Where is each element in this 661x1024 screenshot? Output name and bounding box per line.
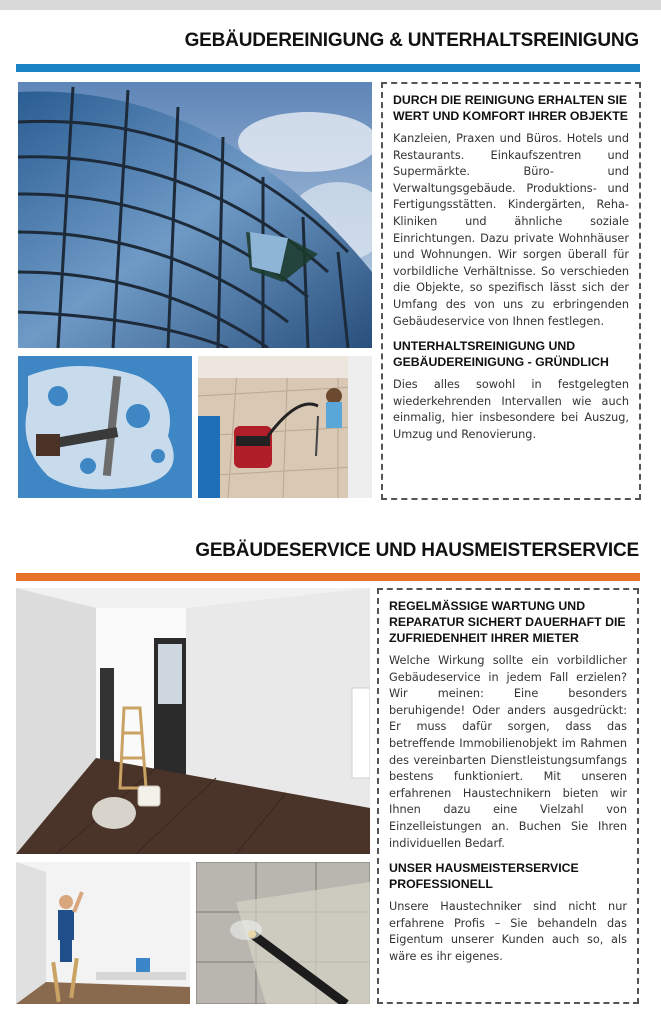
cleaning-paragraph-intervals: Dies alles sowohl in festgelegten wiederkehrenden Intervallen wie auch einmalig, hier insbesondere bei Auszug, Umzug und Renovierung.: [393, 378, 629, 441]
section-rule-orange: [16, 573, 640, 581]
cleaning-paragraph-objects: Kanzleien, Praxen und Büros. Hotels und Restaurants. Einkaufszentren und Supermärkte. Büro- und Verwaltungsgebäude. Produktions- und Fertigungsstätten. Kindergärten, Reha- Kliniken und ähnliche soziale Einrichtungen. Dazu private Wohnhäuser und Wohnungen. Wir sorgen überall für vorbildliche Verhältnisse. So verschieden die Objekte, so spezifisch lässt sich der Umfang des von uns zu erbringenden Gebäudeservice von Ihnen festlegen.: [393, 132, 629, 328]
section-rule-blue: [16, 64, 640, 72]
facility-heading-maintenance: REGELMÄSSIGE WARTUNG UND REPARATUR SICHERT DAUERHAFT DIE ZUFRIEDENHEIT IHRER MIETER: [389, 599, 626, 645]
glass-facade-photo: [18, 82, 372, 348]
cleaning-text-box: [381, 82, 641, 500]
floor-vacuum-photo: [198, 356, 372, 498]
empty-room-photo: [16, 588, 370, 854]
facility-heading-janitor: UNSER HAUSMEISTERSERVICE PROFESSIONELL: [389, 861, 579, 892]
top-strip: [0, 0, 661, 10]
cleaning-heading-thorough: UNTERHALTSREINIGUNG UND GEBÄUDEREINIGUNG - GRÜNDLICH: [393, 339, 609, 370]
painter-photo: [16, 862, 190, 1004]
pressure-washing-photo: [196, 862, 370, 1004]
cleaning-heading-value: DURCH DIE REINIGUNG ERHALTEN SIE WERT UND KOMFORT IHRER OBJEKTE: [393, 93, 629, 123]
window-cleaning-photo: [18, 356, 192, 498]
facility-paragraph-technicians: Unsere Haustechniker sind nicht nur erfahrene Profis – Sie behandeln das Eigentum unserer Kunden auch so, als wäre es ihr eigenes.: [389, 900, 627, 963]
section-title-facility: GEBÄUDESERVICE UND HAUSMEISTERSERVICE: [195, 540, 639, 561]
section-title-cleaning: GEBÄUDEREINIGUNG & UNTERHALTSREINIGUNG: [184, 30, 639, 51]
facility-paragraph-service: Welche Wirkung sollte ein vorbildlicher Gebäudeservice in jedem Fall erzielen? Wir meinen: Eine besonders beruhigende! Oder anders ausgedrückt: Er muss dafür sorgen, dass das betreffende Immobilienobjekt im Rahmen des vereinbarten Dienstleistungsumfangs bestens funktioniert. Mit unseren erfahrenen Haustechnikern bieten wir Ihnen dazu eine Vielzahl von Einzelleistungen an. Buchen Sie Ihren individuellen Bedarf.: [389, 654, 627, 850]
facility-text-box: [377, 588, 639, 1004]
